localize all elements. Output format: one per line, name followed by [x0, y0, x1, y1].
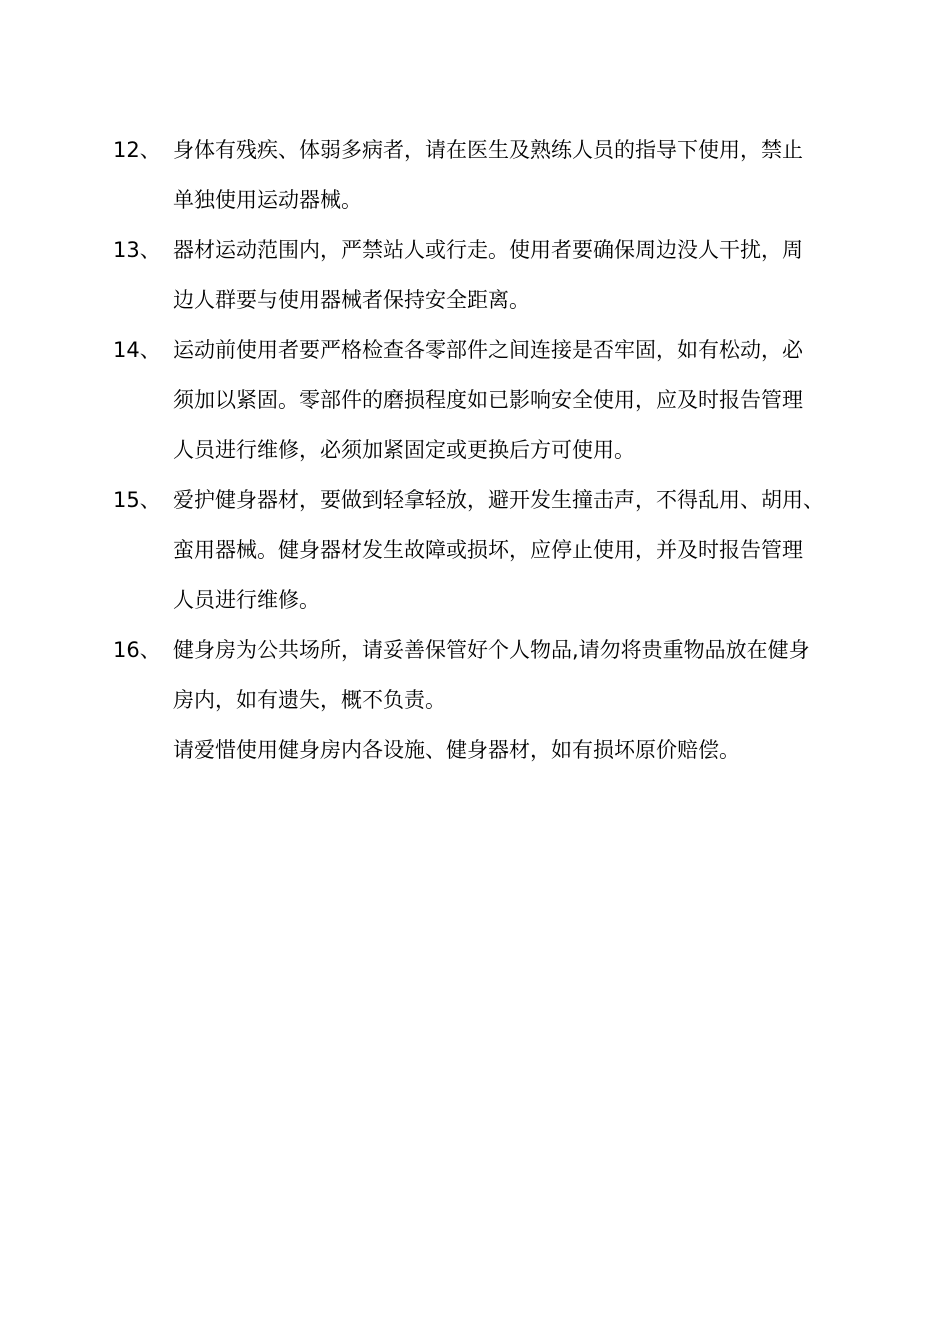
rule-line: 人员进行维修。: [173, 588, 320, 612]
rule-item-12: [113, 125, 858, 225]
rule-number: 16、: [113, 638, 161, 662]
rule-text: [173, 625, 858, 725]
rule-number: 13、: [113, 238, 161, 262]
closing-note: 请爱惜使用健身房内各设施、健身器材，如有损坏原价赔偿。: [173, 738, 740, 762]
rule-number: 12、: [113, 138, 161, 162]
rule-line: 器材运动范围内，严禁站人或行走。使用者要确保周边没人干扰，周: [173, 238, 803, 262]
rule-line: 蛮用器械。健身器材发生故障或损坏，应停止使用，并及时报告管理: [173, 538, 803, 562]
rule-number: 14、: [113, 338, 161, 362]
rule-line: 房内，如有遗失，概不负责。: [173, 688, 446, 712]
rule-item-13: [113, 225, 858, 325]
rule-item-15: [113, 475, 858, 625]
rule-text: [173, 125, 858, 225]
rule-number: 15、: [113, 488, 161, 512]
rule-line: 单独使用运动器械。: [173, 188, 362, 212]
rule-text: [173, 225, 858, 325]
rule-line: 人员进行维修，必须加紧固定或更换后方可使用。: [173, 438, 635, 462]
rule-line: 爱护健身器材，要做到轻拿轻放，避开发生撞击声，不得乱用、胡用、: [173, 488, 824, 512]
rule-line: 身体有残疾、体弱多病者，请在医生及熟练人员的指导下使用，禁止: [173, 138, 803, 162]
rules-list: [113, 125, 858, 775]
rule-line: 健身房为公共场所，请妥善保管好个人物品,请勿将贵重物品放在健身: [173, 638, 810, 662]
rule-text: [173, 325, 858, 475]
rule-line: 须加以紧固。零部件的磨损程度如已影响安全使用，应及时报告管理: [173, 388, 803, 412]
rule-item-16: [113, 625, 858, 725]
rule-item-14: [113, 325, 858, 475]
rule-line: 运动前使用者要严格检查各零部件之间连接是否牢固，如有松动，必: [173, 338, 803, 362]
rule-text: [173, 475, 858, 625]
rule-line: 边人群要与使用器械者保持安全距离。: [173, 288, 530, 312]
